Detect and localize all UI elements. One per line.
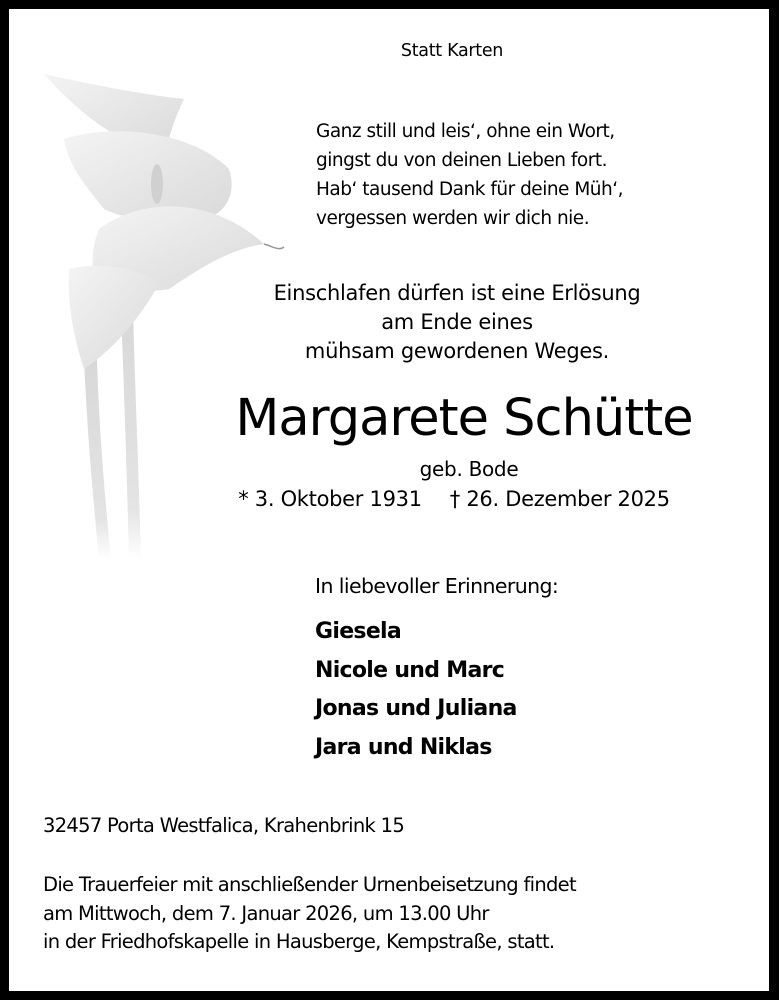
poem-line: vergessen werden wir dich nie. xyxy=(316,208,590,229)
poem-line: Ganz still und leis‘, ohne ein Wort, xyxy=(316,121,615,142)
mourners-list xyxy=(315,613,517,767)
header-label: Statt Karten xyxy=(400,41,504,61)
quote-line: mühsam gewordenen Weges. xyxy=(304,339,610,363)
death-date: † 26. Dezember 2025 xyxy=(449,487,670,511)
service-line: am Mittwoch, dem 7. Januar 2026, um 13.00 Uhr xyxy=(43,901,489,925)
poem-line: gingst du von deinen Lieben fort. xyxy=(316,150,607,171)
service-line: in der Friedhofskapelle in Hausberge, Kempstraße, statt. xyxy=(43,930,555,953)
deceased-name: Margarete Schütte xyxy=(235,389,693,448)
address: 32457 Porta Westfalica, Krahenbrink 15 xyxy=(43,814,405,837)
maiden-name: geb. Bode xyxy=(419,457,519,481)
service-info xyxy=(43,871,576,957)
obituary-card xyxy=(9,9,769,991)
poem-line: Hab‘ tausend Dank für deine Müh‘, xyxy=(316,179,623,200)
birth-date: * 3. Oktober 1931 xyxy=(238,487,422,511)
quote-line: Einschlafen dürfen ist eine Erlösung xyxy=(273,281,641,305)
mourners-intro: In liebevoller Erinnerung: xyxy=(315,574,559,598)
poem xyxy=(316,117,623,233)
quote xyxy=(189,279,725,366)
mourner-name: Jonas und Juliana xyxy=(315,696,517,721)
mourner-name: Jara und Niklas xyxy=(315,734,492,760)
life-dates xyxy=(189,487,719,511)
quote-line: am Ende eines xyxy=(381,310,533,334)
service-line: Die Trauerfeier mit anschließender Urnenbeisetzung findet xyxy=(43,873,576,896)
mourner-name: Giesela xyxy=(315,619,402,644)
mourner-name: Nicole und Marc xyxy=(315,657,505,683)
